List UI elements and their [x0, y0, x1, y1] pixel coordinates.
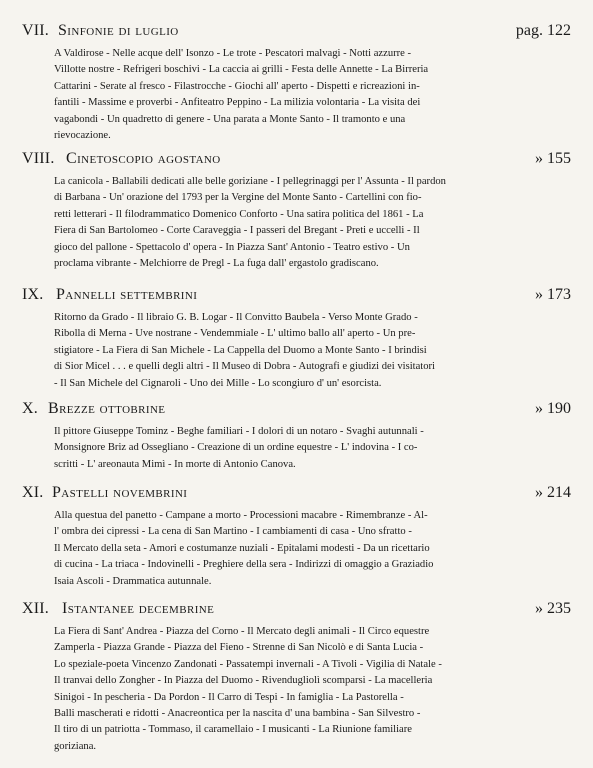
chapter-title: Pannelli settembrini: [56, 286, 198, 303]
chapter-title: Cinetoscopio agostano: [66, 150, 221, 167]
contents-line: Ritorno da Grado - Il libraio G. B. Logar - Il Convitto Baubela - Verso Monte Grado -: [54, 312, 418, 323]
chapter-numeral: VIII.: [22, 150, 55, 167]
chapter-numeral: XI.: [22, 484, 44, 501]
contents-line: di Sior Micel . . . e quelli degli altri - Il Museo di Dobra - Autografi e giudizi dei visitatori: [54, 361, 436, 373]
chapter-entry: [0, 484, 593, 590]
contents-line: goriziana.: [54, 740, 97, 752]
contents-line: La Fiera di Sant' Andrea - Piazza del Corno - Il Mercato degli animali - Il Circo equestre: [54, 626, 430, 637]
contents-line: stigiatore - La Fiera di San Michele - La Cappella del Duomo a Monte Santo - I brindisi: [54, 344, 427, 356]
page-reference: » 235: [535, 600, 571, 617]
contents-line: Villotte nostre - Refrigeri boschivi - La caccia ai grilli - Festa delle Annette - La Birreria: [54, 64, 429, 76]
contents-line: Zamperla - Piazza Grande - Piazza del Fieno - Strenne di San Nicolò e di Santa Lucia -: [54, 642, 424, 654]
chapter-entry: [0, 600, 593, 755]
chapter-heading: [0, 286, 593, 310]
contents-line: Sinigoi - In pescheria - Da Pordon - Il Carro di Tespi - In famiglia - La Pastorella -: [54, 691, 404, 703]
contents-line: Il tiro di un patriotta - Tommaso, il caramellaio - I musicanti - La Riunione familiare: [54, 724, 412, 736]
chapter-title: Pastelli novembrini: [52, 484, 188, 501]
page-reference: » 155: [535, 150, 571, 167]
contents-line: Balli mascherati e ridotti - Anacreontica per la nascita d' una bambina - San Silvestro -: [54, 707, 421, 719]
contents-line: Il tranvai dello Zongher - In Piazza del Duomo - Rivendugliolì scomparsi - La macelleria: [54, 675, 433, 687]
chapter-numeral: IX.: [22, 286, 44, 303]
chapter-heading: [0, 150, 593, 174]
contents-line: scritti - L' areonauta Mimì - In morte di Antonio Canova.: [54, 458, 296, 470]
contents-line: proclama vibrante - Melchiorre de Pregl - La fuga dall' ergastolo gradiscano.: [54, 257, 379, 269]
contents-line: retti letterari - Il filodrammatico Domenico Conforto - Una satira politica del 1861 - La: [54, 208, 424, 220]
chapter-title: Istantanee decembrine: [62, 600, 215, 617]
contents-line: Alla questua del panetto - Campane a morto - Processioni macabre - Rimembranze - Al-: [54, 510, 428, 521]
contents-line: - Il San Michele del Cignaroli - Uno dei Mille - Lo scongiuro d' un' esorcista.: [54, 377, 382, 389]
page-reference: pag. 122: [515, 22, 571, 39]
chapter-entry: [0, 286, 593, 392]
page-reference: » 214: [535, 484, 571, 501]
chapter-title: Brezze ottobrine: [48, 400, 166, 417]
contents-line: di Barbana - Un' orazione del 1793 per la Vergine del Monte Santo - Cartellini con fio-: [54, 192, 422, 204]
chapter-numeral: XII.: [22, 600, 50, 617]
contents-line: vagabondi - Un quadretto di genere - Una parata a Monte Santo - Il tramonto e una: [54, 113, 406, 125]
page-reference: » 173: [535, 286, 571, 303]
contents-line: fantili - Massime e proverbi - Anfiteatro Peppino - La milizia volontaria - La visita dei: [54, 97, 421, 109]
contents-line: rievocazione.: [54, 129, 111, 141]
chapter-title: Sinfonie di luglio: [58, 22, 179, 39]
chapter-entry: [0, 22, 593, 144]
chapter-heading: [0, 484, 593, 508]
contents-line: di cucina - La triaca - Indovinelli - Preghiere della sera - Indirizzi di omaggio a Graziadio: [54, 559, 434, 571]
chapter-numeral: X.: [22, 400, 38, 417]
contents-line: Fiera di San Bartolomeo - Corte Caraveggia - I passeri del Bregant - Preti e uccelli - Il: [54, 225, 420, 237]
chapter-entry: [0, 400, 593, 473]
contents-line: Monsignore Briz ad Ossegliano - Creazione di un ordine equestre - L' indovina - I co-: [54, 442, 418, 454]
contents-line: Ribolla di Merna - Uve nostrane - Vendemmiale - L' ultimo ballo all' aperto - Un pre-: [54, 328, 416, 340]
contents-line: Isaia Ascoli - Drammatica autunnale.: [54, 575, 212, 587]
chapter-contents: [54, 310, 512, 392]
contents-line: A Valdirose - Nelle acque dell' Isonzo - Le trote - Pescatori malvagi - Notti azzurre -: [54, 48, 412, 59]
chapter-heading: [0, 22, 593, 46]
chapter-heading: [0, 400, 593, 424]
chapter-contents: [54, 174, 512, 272]
contents-line: Il Mercato della seta - Amori e costumanze nuziali - Epitalami modesti - Da un ricettario: [54, 542, 430, 554]
page-reference: » 190: [535, 400, 571, 417]
contents-line: gioco del pallone - Spettacolo d' opera - In Piazza Sant' Antonio - Teatro estivo - Un: [54, 241, 410, 253]
chapter-heading: [0, 600, 593, 624]
chapter-numeral: VII.: [22, 22, 50, 39]
contents-line: Lo speziale-poeta Vincenzo Zandonati - Passatempi invernali - A Tivoli - Vigilia di Natale -: [54, 658, 442, 670]
chapter-contents: [54, 624, 512, 755]
chapter-contents: [54, 508, 512, 590]
contents-line: Il pittore Giuseppe Tominz - Beghe familiari - I dolori di un notaro - Svaghi autunnali -: [54, 426, 424, 437]
contents-line: La canicola - Ballabili dedicati alle belle goriziane - I pellegrinaggi per l' Assunta - Il pardon: [54, 176, 446, 187]
contents-line: Cattarini - Serate al fresco - Filastrocche - Giochi all' aperto - Dispetti e ricreazioni in-: [54, 80, 420, 92]
chapter-entry: [0, 150, 593, 272]
chapter-contents: [54, 46, 512, 144]
chapter-contents: [54, 424, 512, 473]
contents-line: l' ombra dei cipressi - La cena di San Martino - I cambiamenti di casa - Uno sfratto -: [54, 526, 412, 538]
